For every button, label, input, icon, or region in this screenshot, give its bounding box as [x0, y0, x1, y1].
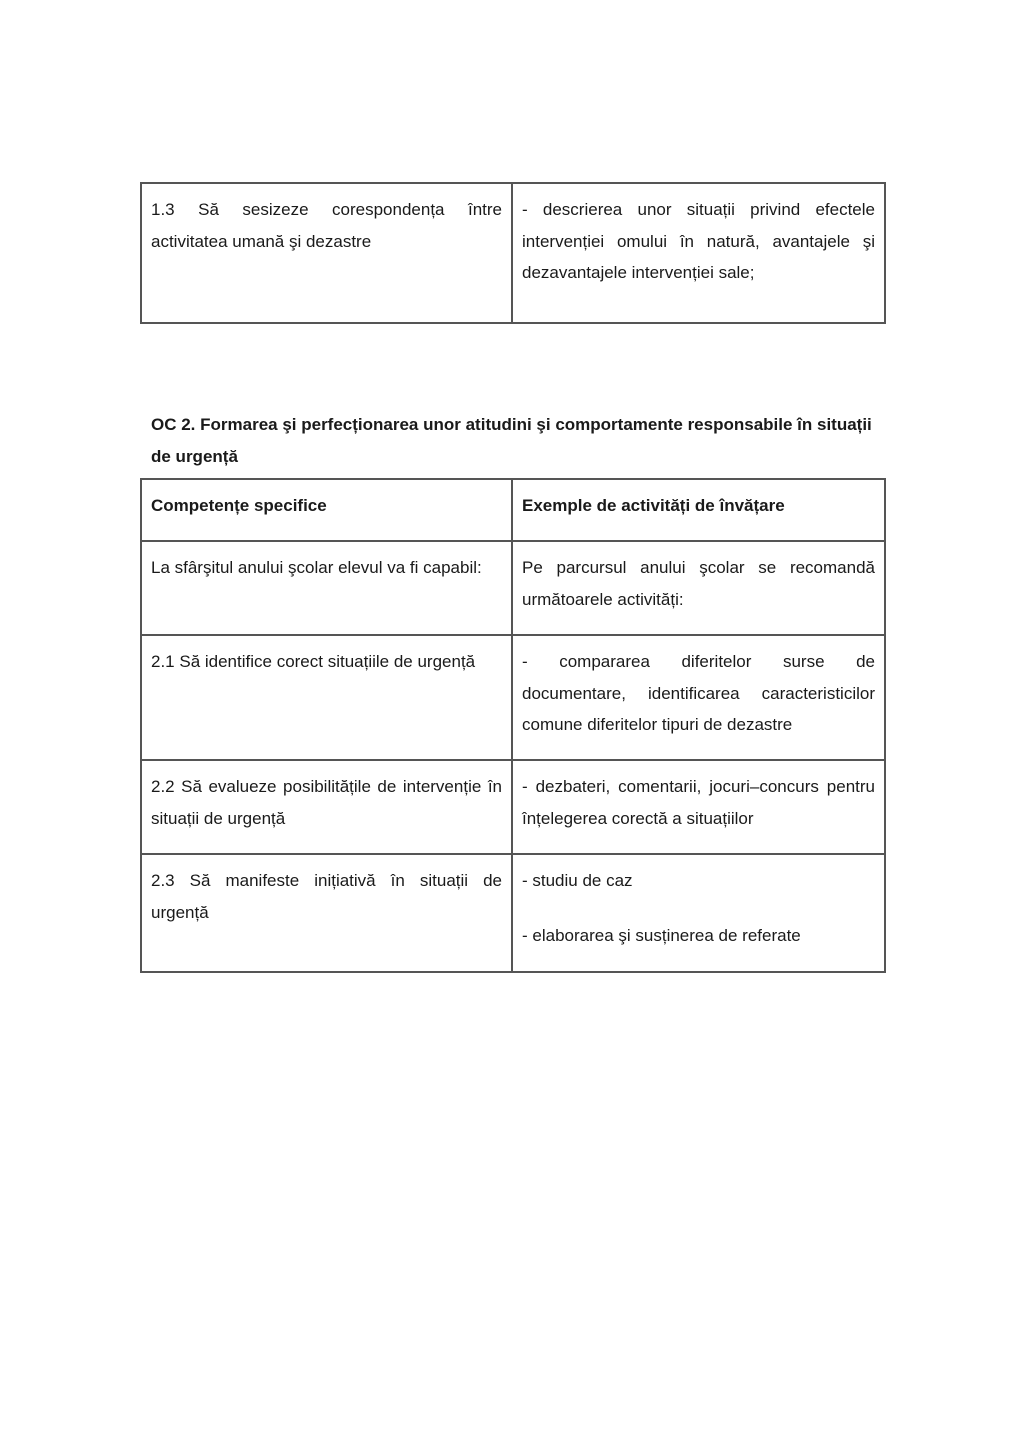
table-header-row [141, 479, 885, 541]
section-heading: OC 2. Formarea şi perfecționarea unor atitudini şi comportamente responsabile în situații de urgență [151, 415, 872, 466]
activity-cell: - dezbateri, comentarii, jocuri–concurs pentru înțelegerea corectă a situațiilor [512, 760, 885, 854]
table-row [141, 854, 885, 972]
competency-cell: 2.1 Să identifice corect situațiile de urgență [141, 635, 512, 760]
activity-cell [512, 854, 885, 972]
competency-table-continued [140, 182, 886, 324]
activity-item: - elaborarea şi susținerea de referate [522, 925, 801, 945]
table-row [141, 541, 885, 635]
column-header-competencies: Competențe specifice [141, 479, 512, 541]
intro-competency-cell: La sfârşitul anului şcolar elevul va fi capabil: [141, 541, 512, 635]
table-row [141, 183, 885, 323]
competency-cell: 2.3 Să manifeste inițiativă în situații de urgență [141, 854, 512, 972]
table-row [141, 635, 885, 760]
competency-cell: 2.2 Să evalueze posibilitățile de intervenție în situații de urgență [141, 760, 512, 854]
activity-cell: - descrierea unor situații privind efectele intervenției omului în natură, avantajele şi dezavantajele intervenției sale; [512, 183, 885, 323]
activity-item: - studiu de caz [522, 871, 633, 890]
intro-activity-cell: Pe parcursul anului şcolar se recomandă următoarele activități: [512, 541, 885, 635]
table-row [141, 760, 885, 854]
competency-cell: 1.3 Să sesizeze corespondența între activitatea umană şi dezastre [141, 183, 512, 323]
competency-table [140, 478, 886, 973]
column-header-activities: Exemple de activități de învățare [512, 479, 885, 541]
activity-cell: - compararea diferitelor surse de documentare, identificarea caracteristicilor comune diferitelor tipuri de dezastre [512, 635, 885, 760]
